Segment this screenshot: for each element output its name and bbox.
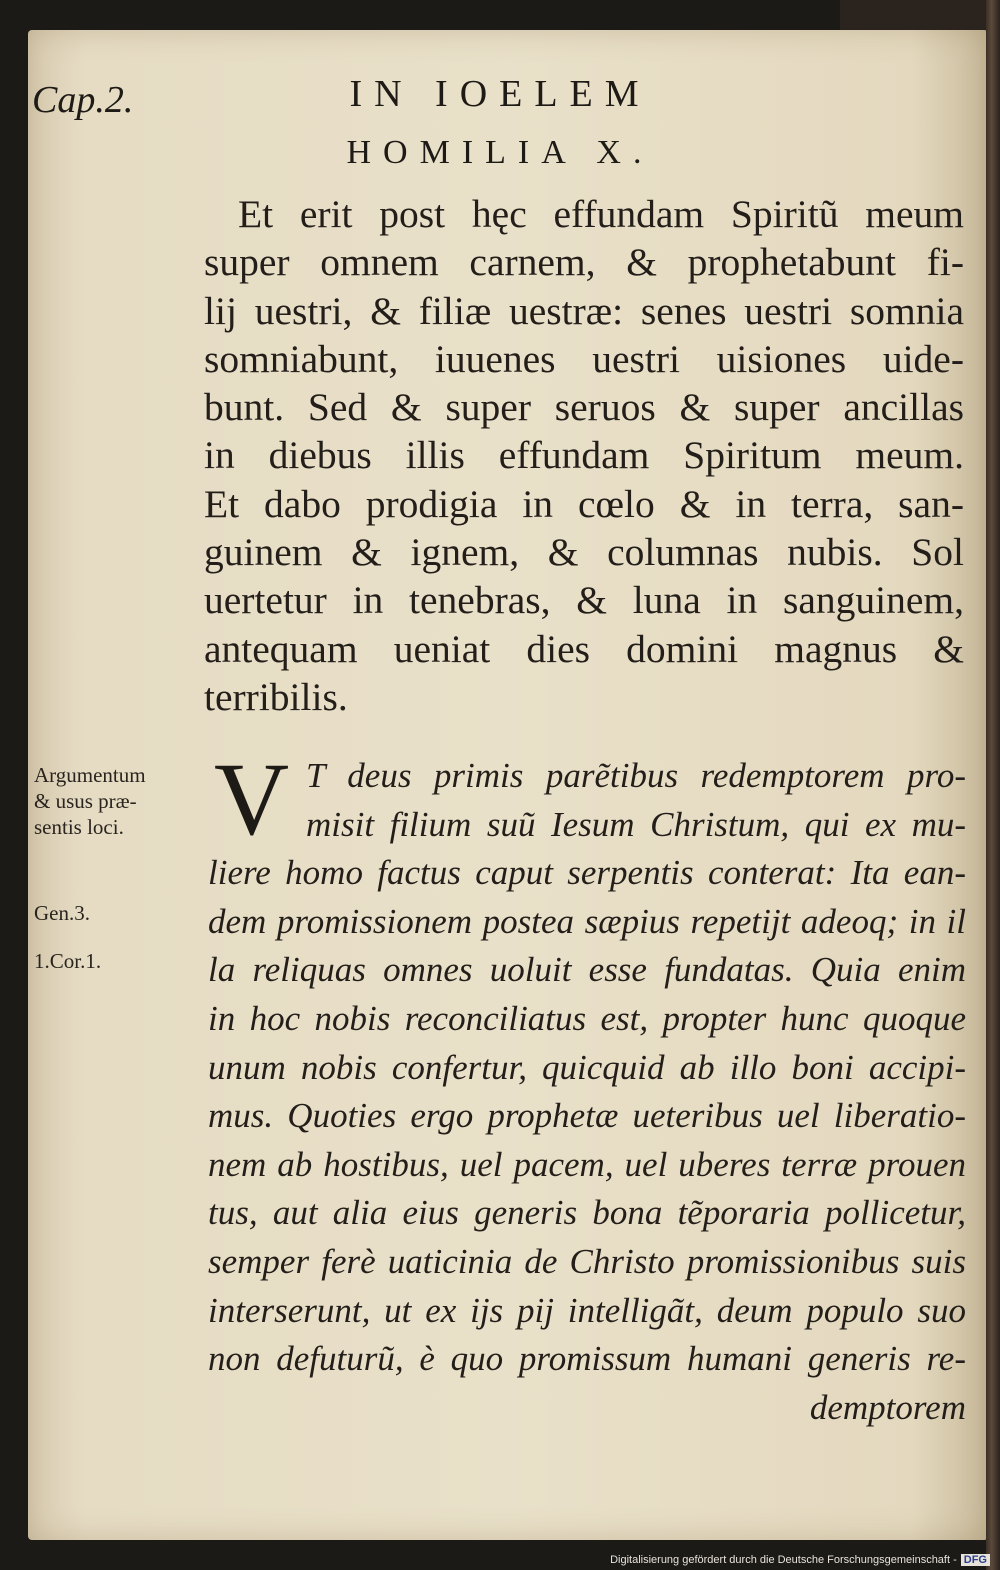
digitization-credit [610,1554,990,1566]
verse-line: bunt. Sed & super seruos & super ancillas [204,385,964,430]
verse-line: uertetur in tenebras, & luna in sanguinem, [204,578,964,623]
verse-line: lij uestri, & filiæ uestræ: senes uestri somnia [204,288,964,333]
body-line: nem ab hostibus, uel pacem, uel uberes terræ prouen [208,1144,966,1184]
homily-body [208,742,966,1432]
margin-note-line: sentis loci. [34,815,124,839]
credit-text: Digitalisierung gefördert durch die Deutsche Forschungsgemeinschaft - [610,1554,957,1566]
body-line: in hoc nobis reconciliatus est, propter hunc quoque [208,998,966,1038]
verse-line: Et erit post hęc effundam Spiritũ meum [238,192,964,236]
margin-note-genesis: Gen.3. [34,901,90,925]
margin-note-corinthians: 1.Cor.1. [34,949,102,973]
drop-cap: V [214,742,290,857]
dfg-logo: DFG [961,1554,990,1566]
body-line: semper ferè uaticinia de Christo promissionibus suis [208,1241,966,1281]
body-line: misit filium suũ Iesum Christum, qui ex mu- [306,804,966,844]
margin-note-line: Argumentum [34,763,146,787]
scan-background [840,0,1000,30]
verse-line: terribilis. [204,674,348,719]
homily-title: HOMILIA X. [346,134,654,171]
body-line: unum nobis confertur, quicquid ab illo boni accipi- [208,1047,966,1087]
catchword: demptorem [809,1387,966,1427]
verse-line: Et dabo prodigia in cœlo & in terra, san- [204,481,964,526]
page-edge [986,0,1000,1570]
body-line: interserunt, ut ex ijs pij intelligãt, deum populo suo [208,1290,966,1330]
verse-line: antequam ueniat dies domini magnus & [204,626,964,671]
scripture-verse [204,190,964,721]
margin-note-argument [34,762,146,840]
verse-line: somniabunt, iuuenes uestri uisiones uide- [204,336,964,381]
body-line: non defuturũ, è quo promissum humani generis re- [208,1339,966,1379]
running-head: IN IOELEM [349,73,651,115]
verse-line: super omnem carnem, & prophetabunt fi- [204,240,964,285]
body-line: dem promissionem postea sæpius repetijt adeoq; in il [208,901,966,941]
margin-note-line: & usus præ- [34,789,137,813]
chapter-marker: Cap.2. [32,79,134,121]
verse-line: in diebus illis effundam Spiritum meum. [204,433,964,478]
body-line: mus. Quoties ergo prophetæ ueteribus uel liberatio- [208,1096,966,1136]
body-line: liere homo factus caput serpentis conterat: Ita ean- [208,853,966,893]
body-line: T deus primis parẽtibus redemptorem pro- [306,756,966,795]
body-line: tus, aut alia eius generis bona tẽporaria pollicetur, [208,1193,966,1233]
verse-line: guinem & ignem, & columnas nubis. Sol [204,530,964,575]
body-line: la reliquas omnes uoluit esse fundatas. Quia enim [208,950,966,990]
